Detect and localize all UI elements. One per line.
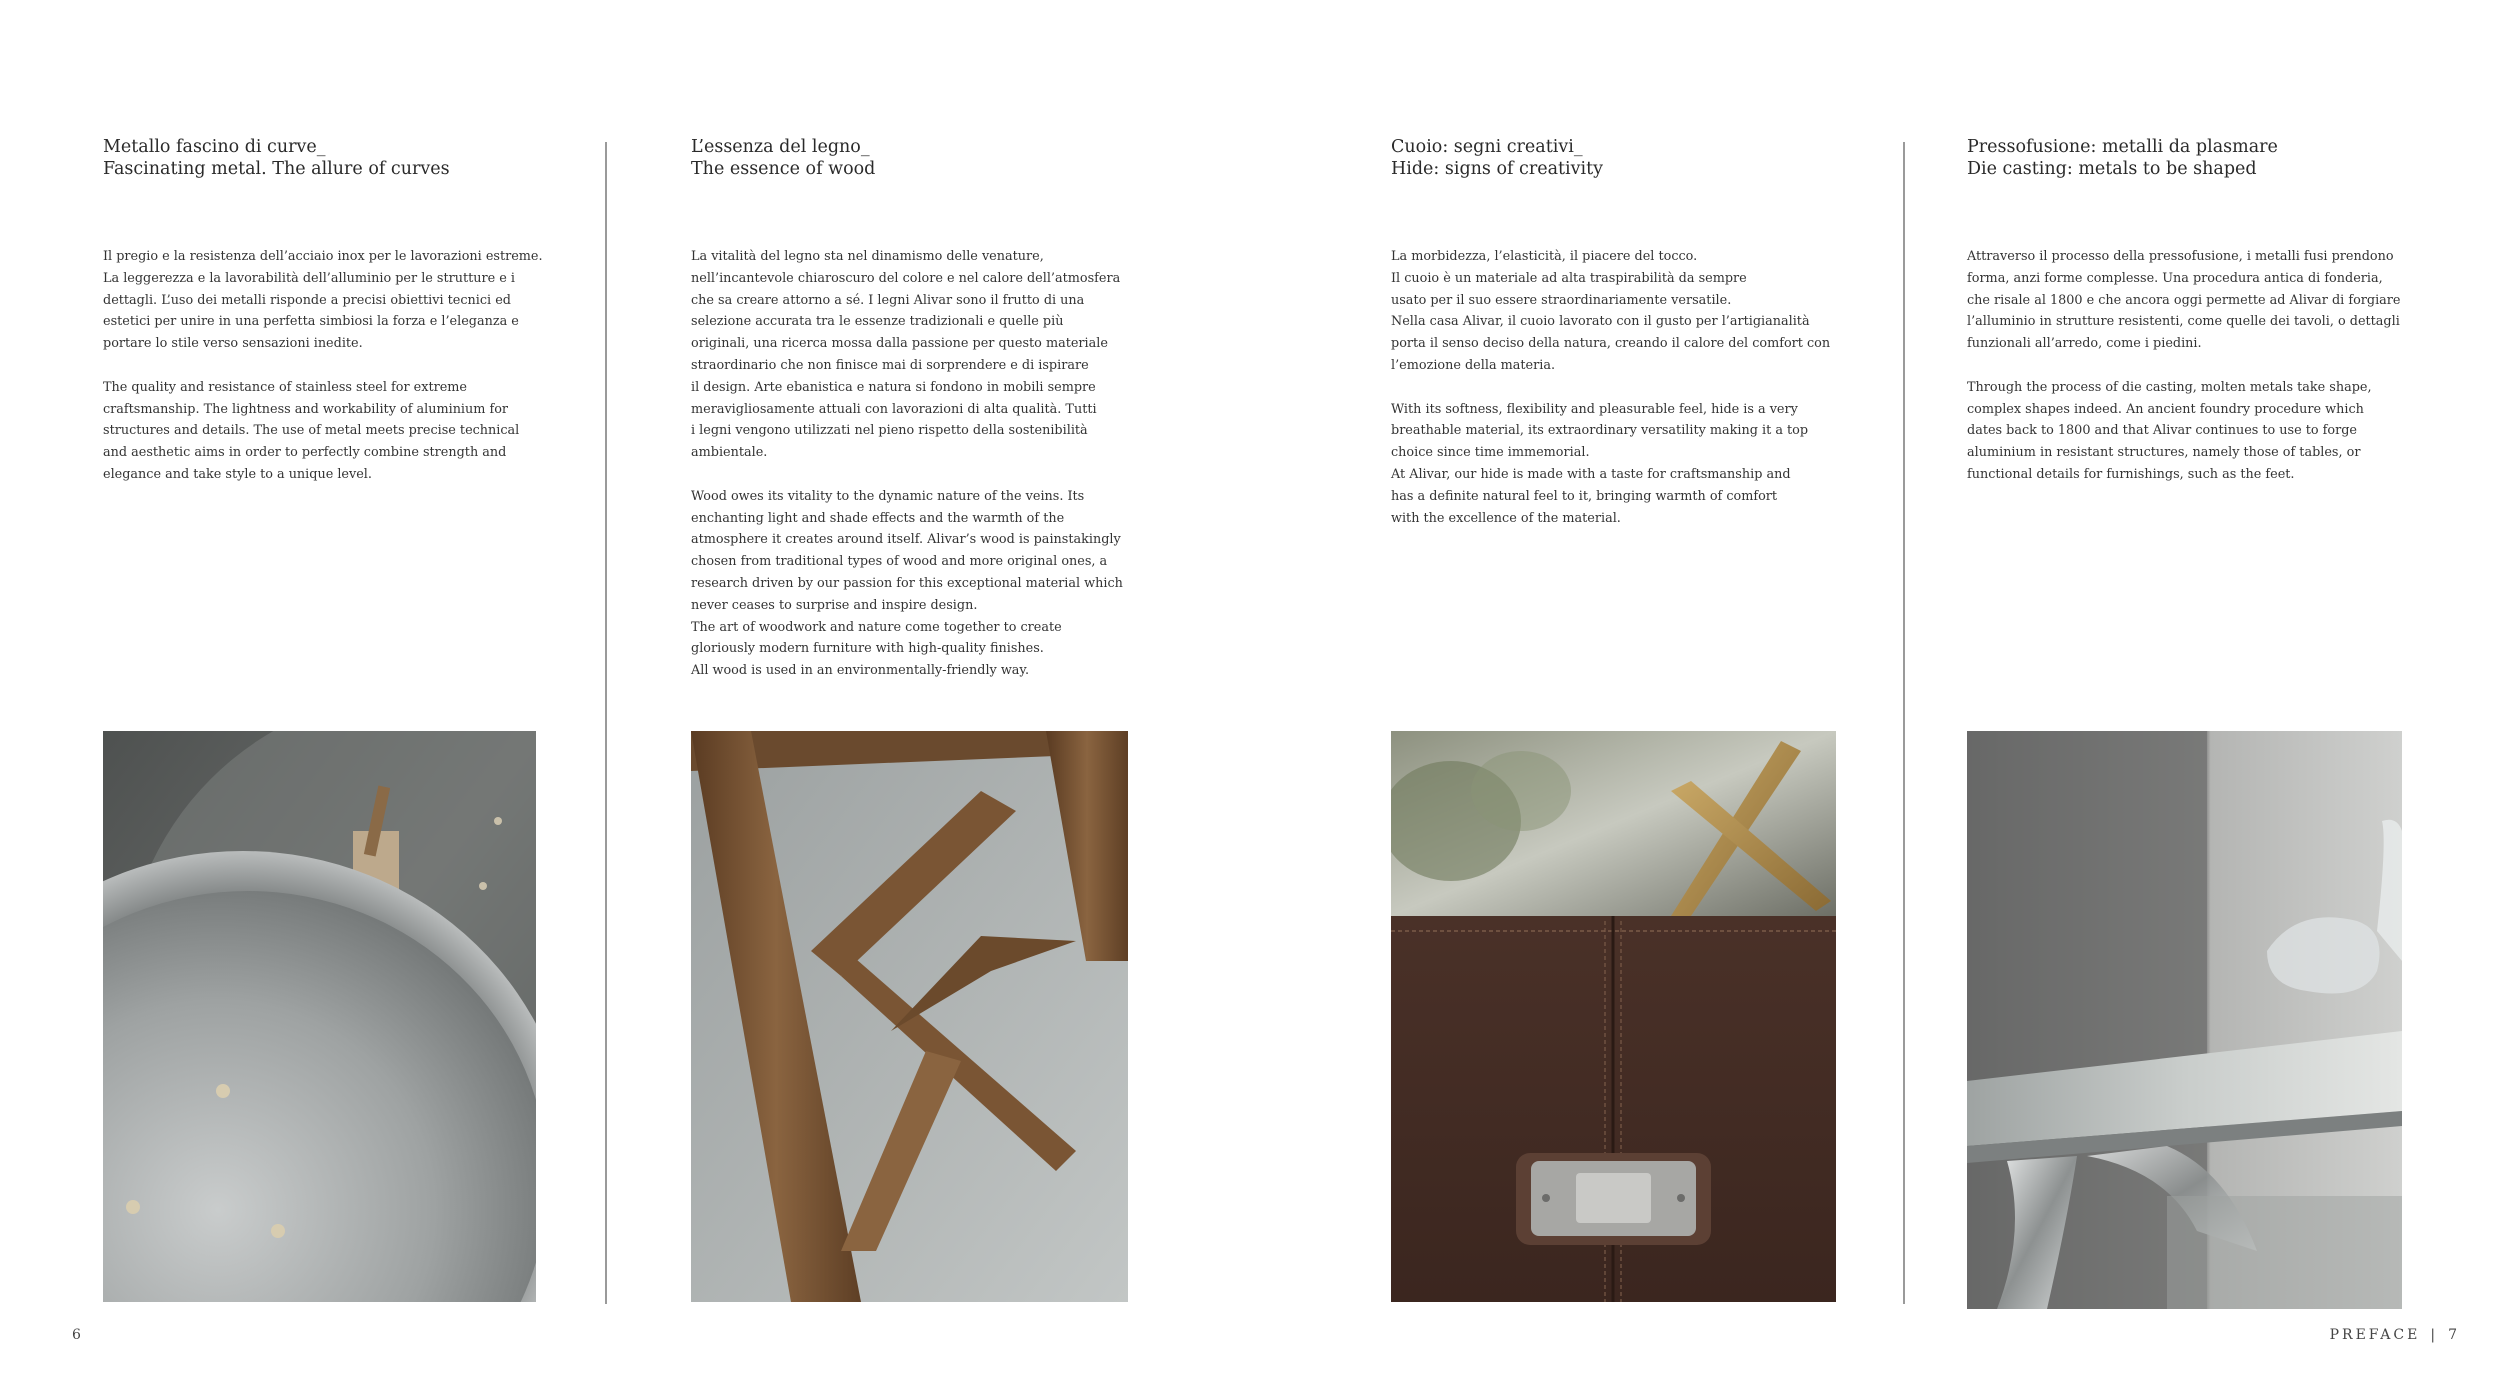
title-english: The essence of wood [691,159,876,179]
page-number-right: 7 [2448,1327,2460,1343]
section-label: PREFACE [2329,1327,2421,1343]
section-title [691,136,1151,180]
photo-die-cast-table [1967,731,2402,1309]
paragraph-english: Wood owes its vitality to the dynamic nature of the veins. Its enchanting light and shade effects and the warmth of the atmosphere it creates around itself. Alivar’s wood is painstakingly chosen from traditional types of wood and more original ones, a research driven by our passion for this exceptional material which never ceases to surprise and inspire design. The art of woodwork and nature come together to create gloriously modern furniture with high-quality finishes. All wood is used in an environmentally-friendly way. [691,488,1123,679]
section-body [103,246,623,508]
title-italian: Cuoio: segni creativi_ [1391,137,1583,157]
paragraph-english: Through the process of die casting, molten metals take shape, complex shapes indeed. An ancient foundry procedure which dates back to 1800 and that Alivar continues to use to forge aluminium in resistant structures, namely those of tables, or functional details for furnishings, such as the feet. [1967,379,2372,482]
section-metal [103,136,563,482]
title-italian: Metallo fascino di curve_ [103,137,326,157]
paragraph-italian: La morbidezza, l’elasticità, il piacere del tocco. Il cuoio è un materiale ad alta traspirabilità da sempre usato per il suo essere straordinariamente versatile. Nella casa Alivar, il cuoio lavorato con il gusto per l’artigianalità porta il senso deciso della natura, creando il calore del comfort con l’emozione della materia. [1391,249,1831,373]
footer-separator: | [2430,1327,2439,1343]
page-number-left: 6 [72,1327,82,1343]
paragraph-english: With its softness, flexibility and pleasurable feel, hide is a very breathable material, its extraordinary versatility making it a top choice since time immemorial. At Alivar, our hide is made with a taste for craftsmanship and has a definite natural feel to it, bringing warmth of comfort with the excellence of the material. [1391,401,1809,526]
section-title [1391,136,1851,180]
section-hide [1391,136,1851,526]
section-body [1967,246,2487,508]
paragraph-italian: Il pregio e la resistenza dell’acciaio inox per le lavorazioni estreme. La leggerezza e la lavorabilità dell’alluminio per le strutture e i dettagli. L’uso dei metalli risponde a precisi obiettivi tecnici ed estetici per unire in una perfetta simbiosi la forza e l’eleganza e portare lo stile verso sensazioni inedite. [103,249,543,352]
photo-wood-legs [691,731,1128,1302]
column-divider [605,142,607,1304]
photo-metal-bowl [103,731,536,1302]
column-divider [1903,142,1905,1304]
title-english: Die casting: metals to be shaped [1967,159,2257,179]
photo-leather-cabinet [1391,731,1836,1302]
paragraph-english: The quality and resistance of stainless steel for extreme craftsmanship. The lightness and workability of aluminium for structures and details. The use of metal meets precise technical and aesthetic aims in order to perfectly combine strength and elegance and take style to a unique level. [103,379,520,482]
title-italian: Pressofusione: metalli da plasmare [1967,137,2278,157]
section-body [1391,246,1911,551]
section-wood [691,136,1151,679]
section-title [1967,136,2427,180]
title-english: Hide: signs of creativity [1391,159,1604,179]
paragraph-italian: La vitalità del legno sta nel dinamismo delle venature, nell’incantevole chiaroscuro del colore e nel calore dell’atmosfera che sa creare attorno a sé. I legni Alivar sono il frutto di una selezione accurata tra le essenze tradizionali e quelle più originali, una ricerca mossa dalla passione per questo materiale straordinario che non finisce mai di sorprendere e di ispirare il design. Arte ebanistica e natura si fondono in mobili sempre meravigliosamente attuali con lavorazioni di alta qualità. Tutti i legni vengono utilizzati nel pieno rispetto della sostenibilità ambientale. [691,249,1121,461]
section-die-casting [1967,136,2427,482]
paragraph-italian: Attraverso il processo della pressofusione, i metalli fusi prendono forma, anzi forme complesse. Una procedura antica di fonderia, che risale al 1800 e che ancora oggi permette ad Alivar di forgiare l’alluminio in strutture resistenti, come quelle dei tavoli, o dettagli funzionali all’arredo, come i piedini. [1967,249,2401,352]
running-footer [2330,1327,2460,1343]
title-english: Fascinating metal. The allure of curves [103,159,450,179]
title-italian: L’essenza del legno_ [691,137,870,157]
section-title [103,136,563,180]
section-body [691,246,1211,704]
